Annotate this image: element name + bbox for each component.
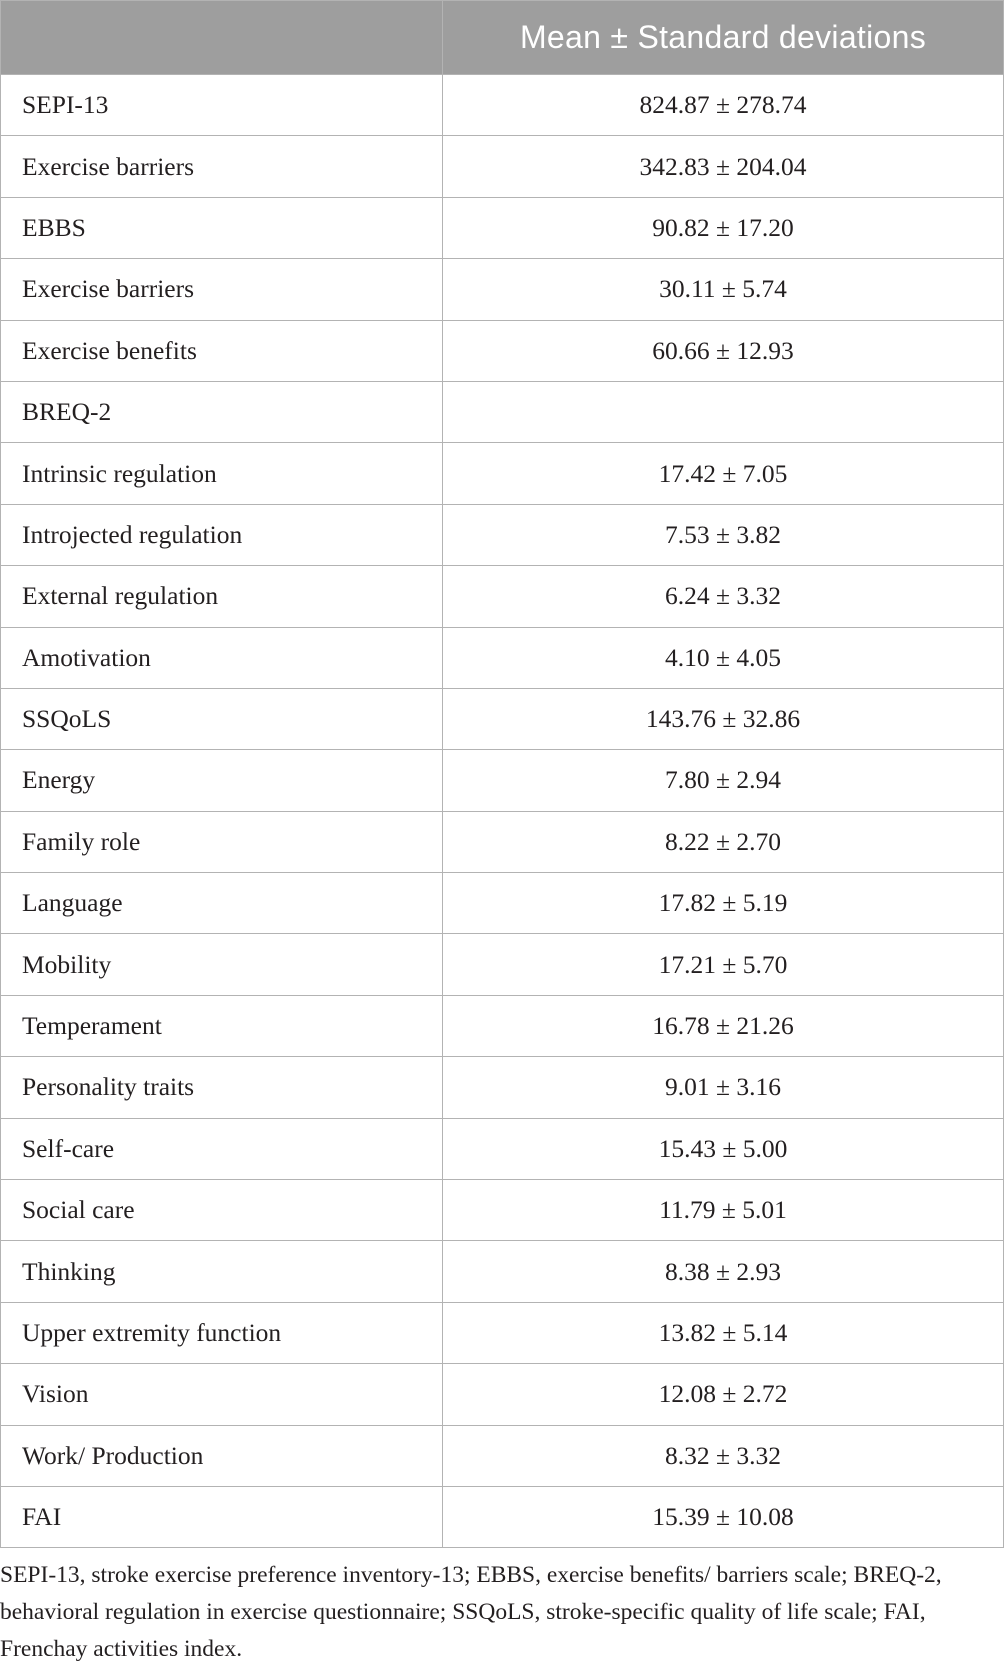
row-label: Language: [1, 873, 443, 934]
table-row: [1, 1302, 1004, 1363]
row-value: 4.10 ± 4.05: [443, 627, 1004, 688]
row-value: 15.43 ± 5.00: [443, 1118, 1004, 1179]
row-label: Temperament: [1, 995, 443, 1056]
row-label: Exercise barriers: [1, 259, 443, 320]
table-row: [1, 75, 1004, 136]
row-label: EBBS: [1, 197, 443, 258]
row-value: 8.38 ± 2.93: [443, 1241, 1004, 1302]
table-footnote: SEPI-13, stroke exercise preference inventory-13; EBBS, exercise benefits/ barriers scale; BREQ-2, behavioral regulation in exercise questionnaire; SSQoLS, stroke-specific quality of life scale; FAI, Frenchay activities index.: [0, 1562, 942, 1662]
row-value: 17.21 ± 5.70: [443, 934, 1004, 995]
row-value: [443, 381, 1004, 442]
row-value: 11.79 ± 5.01: [443, 1180, 1004, 1241]
row-label: SSQoLS: [1, 688, 443, 749]
row-label: Introjected regulation: [1, 504, 443, 565]
table-row: [1, 1425, 1004, 1486]
table-row: [1, 504, 1004, 565]
row-label: Upper extremity function: [1, 1302, 443, 1363]
row-value: 824.87 ± 278.74: [443, 75, 1004, 136]
table-row: [1, 136, 1004, 197]
table-row: [1, 1486, 1004, 1547]
row-label: Exercise barriers: [1, 136, 443, 197]
row-value: 13.82 ± 5.14: [443, 1302, 1004, 1363]
table-row: [1, 1118, 1004, 1179]
row-label: Amotivation: [1, 627, 443, 688]
table-row: [1, 934, 1004, 995]
row-label: Social care: [1, 1180, 443, 1241]
row-value: 16.78 ± 21.26: [443, 995, 1004, 1056]
table-row: [1, 197, 1004, 258]
table-row: [1, 443, 1004, 504]
table-row: [1, 873, 1004, 934]
table-row: [1, 566, 1004, 627]
row-label: Intrinsic regulation: [1, 443, 443, 504]
header-cell-mean-sd: Mean ± Standard deviations: [443, 1, 1004, 75]
header-cell-variable: [1, 1, 443, 75]
row-value: 342.83 ± 204.04: [443, 136, 1004, 197]
row-value: 7.80 ± 2.94: [443, 750, 1004, 811]
table-row: [1, 320, 1004, 381]
table-header-row: [1, 1, 1004, 75]
row-label: External regulation: [1, 566, 443, 627]
row-value: 15.39 ± 10.08: [443, 1486, 1004, 1547]
table-row: [1, 259, 1004, 320]
row-value: 8.22 ± 2.70: [443, 811, 1004, 872]
row-value: 9.01 ± 3.16: [443, 1057, 1004, 1118]
table-row: [1, 750, 1004, 811]
row-label: Vision: [1, 1364, 443, 1425]
row-label: Thinking: [1, 1241, 443, 1302]
row-value: 7.53 ± 3.82: [443, 504, 1004, 565]
row-label: BREQ-2: [1, 381, 443, 442]
table-row: [1, 688, 1004, 749]
table-row: [1, 995, 1004, 1056]
row-label: Personality traits: [1, 1057, 443, 1118]
row-value: 6.24 ± 3.32: [443, 566, 1004, 627]
row-label: FAI: [1, 1486, 443, 1547]
table-row: [1, 1057, 1004, 1118]
row-value: 12.08 ± 2.72: [443, 1364, 1004, 1425]
row-value: 17.82 ± 5.19: [443, 873, 1004, 934]
row-value: 17.42 ± 7.05: [443, 443, 1004, 504]
row-label: Family role: [1, 811, 443, 872]
row-label: Exercise benefits: [1, 320, 443, 381]
row-label: Work/ Production: [1, 1425, 443, 1486]
row-value: 143.76 ± 32.86: [443, 688, 1004, 749]
table-row: [1, 1180, 1004, 1241]
table-row: [1, 1364, 1004, 1425]
table-row: [1, 811, 1004, 872]
table-row: [1, 381, 1004, 442]
row-value: 30.11 ± 5.74: [443, 259, 1004, 320]
row-label: Energy: [1, 750, 443, 811]
row-label: Mobility: [1, 934, 443, 995]
table-row: [1, 627, 1004, 688]
row-label: SEPI-13: [1, 75, 443, 136]
row-label: Self-care: [1, 1118, 443, 1179]
table-row: [1, 1241, 1004, 1302]
row-value: 8.32 ± 3.32: [443, 1425, 1004, 1486]
row-value: 90.82 ± 17.20: [443, 197, 1004, 258]
row-value: 60.66 ± 12.93: [443, 320, 1004, 381]
